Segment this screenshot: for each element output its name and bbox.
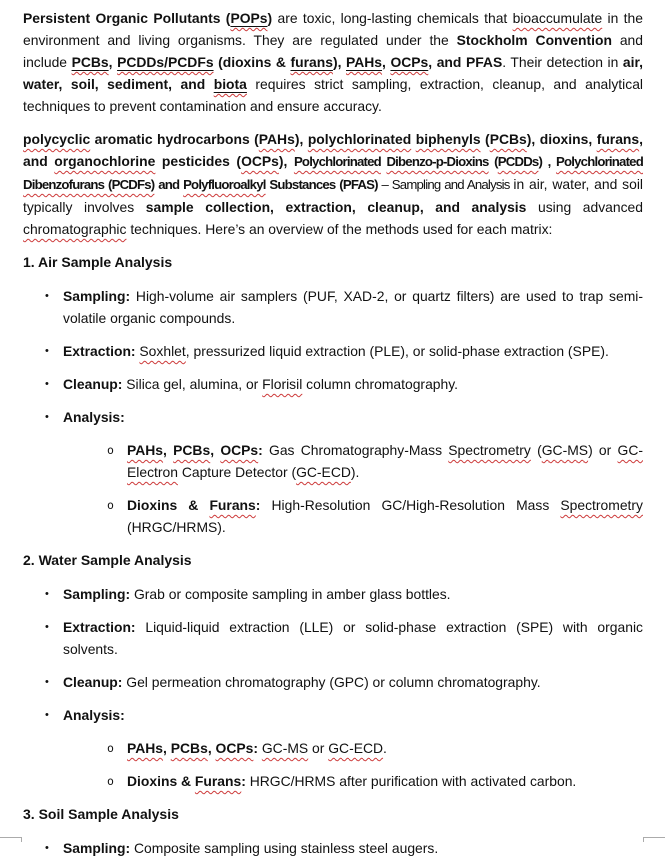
text-run: Gas Chromatography-Mass <box>262 442 449 458</box>
text-run: , and <box>23 131 643 169</box>
text-run: polychlorinated <box>307 131 412 147</box>
text-run: : <box>258 442 263 458</box>
misspelled-term: OCPs <box>390 54 429 70</box>
bullet-item <box>23 340 643 362</box>
text-run: : <box>241 773 246 789</box>
page-corner-mark-left <box>0 837 22 842</box>
text-run: , <box>382 54 391 70</box>
bullet-item <box>23 406 643 428</box>
section-heading <box>23 251 643 273</box>
text-run: Spectrometry <box>448 442 531 458</box>
text-run: , and PFAS <box>428 54 503 70</box>
text-run: GC-ECD <box>296 464 351 480</box>
text-run: ). <box>350 464 360 480</box>
sub-bullet-item <box>23 770 643 792</box>
text-run: in the environment and living organisms. They are regulated under the <box>23 10 643 48</box>
text-run: in air, water, and soil typically involves <box>23 176 644 215</box>
text-run: bioaccumulate <box>512 10 603 26</box>
text-run: sample collection, extraction, cleanup, and analysis <box>145 199 527 215</box>
text-run: Cleanup: <box>63 674 123 690</box>
text-run: PCDDs <box>497 154 539 169</box>
bullet-text <box>63 616 643 660</box>
text-run: Gel permeation chromatography (GPC) or column chromatography. <box>122 674 541 690</box>
sub-bullet-item <box>23 737 643 759</box>
text-run: column chromatography. <box>302 376 459 392</box>
text-run: Sampling: <box>63 288 131 304</box>
text-run <box>346 54 382 70</box>
text-run: 3. Soil Sample Analysis <box>23 806 179 822</box>
text-run: OCPs <box>215 740 254 756</box>
text-run: PAHs <box>127 740 164 756</box>
bullet-item <box>23 671 643 693</box>
bullet-item <box>23 616 643 660</box>
text-run: , <box>163 442 174 458</box>
text-run: 1. Air Sample Analysis <box>23 254 173 270</box>
text-run: Silica gel, alumina, or <box>122 376 263 392</box>
text-run: using advanced <box>526 199 644 215</box>
bullet-item <box>23 373 643 395</box>
text-run: (HRGC/HRMS). <box>127 519 226 535</box>
disc-bullet-icon: • <box>45 588 49 600</box>
circle-bullet-icon: o <box>107 741 114 755</box>
text-run: , <box>207 740 216 756</box>
text-run: aromatic hydrocarbons ( <box>90 131 259 147</box>
bullet-text <box>127 737 643 759</box>
disc-bullet-icon: • <box>45 378 49 390</box>
disc-bullet-icon: • <box>45 345 49 357</box>
text-run: air, water, soil, sediment, and <box>23 54 643 92</box>
bullet-text <box>127 770 643 792</box>
disc-bullet-icon: • <box>45 676 49 688</box>
text-run: chromatographic <box>23 221 127 237</box>
text-run <box>390 54 428 70</box>
text-run: Dibenzo-p-Dioxins <box>386 154 489 169</box>
text-run: ), <box>294 131 308 147</box>
text-run: pesticides ( <box>155 153 242 169</box>
text-run: ( <box>480 131 490 147</box>
text-run: PCBs <box>170 740 208 756</box>
disc-bullet-icon: • <box>45 842 49 854</box>
text-run: PCBs <box>489 131 527 147</box>
text-run: GC-MS <box>541 442 589 458</box>
misspelled-term: PAHs <box>346 54 383 70</box>
text-run: HRGC/HRMS after purification with activated carbon. <box>245 773 577 789</box>
text-run: Analysis: <box>63 707 125 723</box>
text-run: furans <box>596 131 640 147</box>
misspelled-term: biota <box>213 76 247 92</box>
text-run: , <box>163 740 171 756</box>
text-run: Polychlorinated Dibenzofurans (PCDFs) <box>23 154 643 192</box>
text-run: OCPs <box>241 153 279 169</box>
text-run: Spectrometry <box>560 497 643 513</box>
bullet-text <box>63 671 643 693</box>
bullet-text <box>63 583 643 605</box>
text-run: High-volume air samplers (PUF, XAD-2, or quartz filters) are used to trap semi-volatile organic compounds. <box>63 288 643 326</box>
text-run: . <box>383 740 387 756</box>
text-run: ) <box>267 10 273 26</box>
text-run: and include <box>23 32 643 70</box>
text-run: Florisil <box>262 376 303 392</box>
text-run: Sampling: <box>63 840 131 856</box>
text-run: , pressurized liquid extraction (PLE), or solid-phase extraction (SPE). <box>185 343 609 359</box>
text-run: Liquid-liquid extraction (LLE) or solid-phase extraction (SPE) with organic solvents. <box>63 619 643 657</box>
paragraph <box>23 7 643 117</box>
text-run: Capture Detector ( <box>177 464 297 480</box>
text-run: GC-ECD <box>328 740 384 756</box>
text-run: Furans <box>194 773 242 789</box>
text-run: and <box>154 177 184 192</box>
text-run: Extraction: <box>63 619 136 635</box>
text-run: ), dioxins, <box>526 131 597 147</box>
circle-bullet-icon: o <box>107 498 114 512</box>
text-run: Grab or composite sampling in amber glass bottles. <box>130 586 451 602</box>
text-run: PAHs <box>258 131 295 147</box>
text-run: requires strict sampling, extraction, cleanup, and analytical techniques to prevent contamination and ensure accuracy. <box>23 76 644 114</box>
bullet-text <box>127 494 643 538</box>
bullet-item <box>23 837 643 859</box>
text-run <box>117 54 213 70</box>
text-run: . Their detection in <box>502 54 623 70</box>
bullet-text <box>63 837 643 859</box>
sub-bullet-item <box>23 439 643 483</box>
circle-bullet-icon: o <box>107 443 114 457</box>
text-run: Soxhlet <box>139 343 186 359</box>
text-run: are toxic, long-lasting chemicals that <box>272 10 513 26</box>
text-run: Analysis: <box>63 409 125 425</box>
text-run: ), <box>332 54 346 70</box>
bullet-text <box>63 373 643 395</box>
text-run: Furans <box>209 497 256 513</box>
bullet-item <box>23 583 643 605</box>
section-heading <box>23 803 643 825</box>
text-run: Polyfluoroalkyl <box>183 177 266 192</box>
text-run <box>214 76 247 92</box>
text-run: Polychlorinated <box>293 154 381 169</box>
bullet-text <box>63 340 643 362</box>
text-run: : <box>253 740 258 756</box>
text-run <box>291 54 333 70</box>
bullet-text <box>127 439 643 483</box>
text-run: Stockholm Convention <box>456 32 612 48</box>
paragraph <box>23 128 643 240</box>
text-run: , <box>108 54 118 70</box>
text-run: : <box>255 497 261 513</box>
page-corner-mark-right <box>643 837 665 842</box>
disc-bullet-icon: • <box>45 290 49 302</box>
text-run <box>72 54 109 70</box>
misspelled-term: furans <box>290 54 333 70</box>
text-run: organochlorine <box>54 153 156 169</box>
text-run: GC-MS <box>261 740 309 756</box>
text-run: Dioxins & <box>127 497 210 513</box>
text-run: GC-Electron <box>127 442 643 480</box>
text-run: Cleanup: <box>63 376 123 392</box>
text-run: Extraction: <box>63 343 136 359</box>
sub-bullet-item <box>23 494 643 538</box>
text-run: Dioxins & <box>127 773 195 789</box>
text-run: Persistent Organic Pollutants ( <box>23 10 231 26</box>
bullet-text <box>63 406 643 428</box>
bullet-item <box>23 704 643 726</box>
text-run: polycyclic <box>23 131 91 147</box>
text-run: ( <box>530 442 542 458</box>
disc-bullet-icon: • <box>45 709 49 721</box>
text-run: , <box>210 442 221 458</box>
misspelled-term: POPs <box>230 10 268 26</box>
section-heading <box>23 549 643 571</box>
circle-bullet-icon: o <box>107 774 114 788</box>
bullet-text <box>63 285 643 329</box>
misspelled-term: PCBs <box>71 54 109 70</box>
text-run: Composite sampling using stainless steel augers. <box>130 840 439 856</box>
text-run: techniques. Here’s an overview of the methods used for each matrix: <box>126 221 553 237</box>
text-run: PAHs <box>127 442 164 458</box>
bullet-item <box>23 285 643 329</box>
text-run: or <box>308 740 329 756</box>
text-run: Substances (PFAS) <box>265 177 378 192</box>
disc-bullet-icon: • <box>45 621 49 633</box>
text-run: High-Resolution GC/High-Resolution Mass <box>260 497 561 513</box>
text-run: ) or <box>588 442 618 458</box>
text-run: OCPs <box>220 442 259 458</box>
text-run: – Sampling and Analysis <box>377 177 514 192</box>
misspelled-term: PCDDs/PCDFs <box>117 54 214 70</box>
text-run: biphenyls <box>415 131 481 147</box>
disc-bullet-icon: • <box>45 411 49 423</box>
text-run: (dioxins & <box>213 54 291 70</box>
text-run: ) , <box>538 154 557 169</box>
text-run: PCBs <box>173 442 211 458</box>
text-run: ( <box>488 154 498 169</box>
text-run <box>230 10 267 26</box>
bullet-text <box>63 704 643 726</box>
text-run: Sampling: <box>63 586 131 602</box>
text-run: ), <box>278 153 294 169</box>
text-run: 2. Water Sample Analysis <box>23 552 192 568</box>
